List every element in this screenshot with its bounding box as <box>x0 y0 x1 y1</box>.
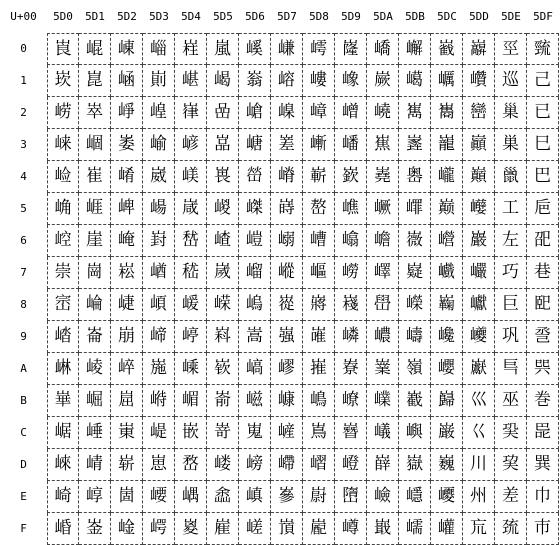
glyph-cell: 嶑 <box>335 65 367 97</box>
glyph-cell: 巭 <box>495 449 527 481</box>
glyph-cell: 巖 <box>463 225 495 257</box>
glyph-cell: 巎 <box>431 481 463 513</box>
glyph-cell: 巀 <box>431 33 463 65</box>
glyph-cell: 巇 <box>431 257 463 289</box>
glyph-cell: 巆 <box>431 225 463 257</box>
glyph-cell: 巶 <box>527 225 559 257</box>
glyph-cell: 崫 <box>111 385 143 417</box>
glyph-cell: 嵍 <box>175 449 207 481</box>
glyph-cell: 嵏 <box>175 513 207 545</box>
glyph-cell: 嶅 <box>303 193 335 225</box>
glyph-cell: 嵞 <box>207 481 239 513</box>
glyph-cell: 崷 <box>143 257 175 289</box>
glyph-cell: 崹 <box>143 321 175 353</box>
glyph-cell: 嵱 <box>271 65 303 97</box>
glyph-cell: 崩 <box>111 321 143 353</box>
glyph-cell: 嵫 <box>239 385 271 417</box>
glyph-cell: 崧 <box>111 257 143 289</box>
glyph-cell: 嶞 <box>335 481 367 513</box>
glyph-cell: 嵦 <box>239 225 271 257</box>
column-header: 5D7 <box>277 10 297 23</box>
glyph-cell: 嶋 <box>303 385 335 417</box>
glyph-cell: 巉 <box>431 321 463 353</box>
glyph-cell: 巕 <box>463 193 495 225</box>
column-header: 5DC <box>437 10 457 23</box>
glyph-cell: 巅 <box>431 193 463 225</box>
glyph-cell: 巿 <box>527 513 559 545</box>
glyph-cell: 嶂 <box>303 97 335 129</box>
glyph-cell: 崔 <box>79 161 111 193</box>
glyph-cell: 崒 <box>79 97 111 129</box>
glyph-cell: 嶪 <box>367 353 399 385</box>
glyph-cell: 崐 <box>79 33 111 65</box>
glyph-cell: 嶿 <box>399 513 431 545</box>
glyph-cell: 崾 <box>143 481 175 513</box>
glyph-cell: 川 <box>463 449 495 481</box>
glyph-cell: 崂 <box>47 97 79 129</box>
glyph-cell: 巺 <box>527 353 559 385</box>
glyph-cell: 巪 <box>495 353 527 385</box>
glyph-cell: 崆 <box>47 225 79 257</box>
glyph-cell: 崈 <box>47 289 79 321</box>
glyph-cell: 崄 <box>47 161 79 193</box>
glyph-cell: 嶆 <box>303 225 335 257</box>
glyph-cell: 嵔 <box>207 161 239 193</box>
glyph-cell: 嵋 <box>175 385 207 417</box>
glyph-cell: 崅 <box>47 193 79 225</box>
glyph-cell: 巛 <box>463 385 495 417</box>
glyph-cell: 嶗 <box>335 257 367 289</box>
row-header: D <box>20 458 27 471</box>
glyph-cell: 崮 <box>111 481 143 513</box>
glyph-cell: 嵥 <box>239 193 271 225</box>
glyph-cell: 巚 <box>463 353 495 385</box>
glyph-cell: 嵨 <box>239 289 271 321</box>
glyph-cell: 嵉 <box>175 321 207 353</box>
glyph-cell: 巋 <box>431 385 463 417</box>
glyph-cell: 崡 <box>111 65 143 97</box>
glyph-cell: 嵶 <box>271 225 303 257</box>
table-corner-label: U+00 <box>10 10 37 23</box>
glyph-cell: 巐 <box>463 33 495 65</box>
glyph-cell: 崛 <box>79 385 111 417</box>
glyph-cell: 巃 <box>431 129 463 161</box>
glyph-cell: 嶬 <box>367 417 399 449</box>
glyph-cell: 嵌 <box>175 417 207 449</box>
glyph-cell: 嶠 <box>367 33 399 65</box>
glyph-cell: 崳 <box>143 129 175 161</box>
glyph-cell: 巔 <box>463 161 495 193</box>
glyph-cell: 嶾 <box>399 481 431 513</box>
column-header: 5D4 <box>181 10 201 23</box>
glyph-cell: 崶 <box>143 225 175 257</box>
glyph-cell: 崃 <box>47 129 79 161</box>
glyph-cell: 巓 <box>463 129 495 161</box>
glyph-cell: 崯 <box>111 513 143 545</box>
glyph-cell: 嵳 <box>271 129 303 161</box>
glyph-cell: 嶽 <box>399 449 431 481</box>
glyph-cell: 嵅 <box>175 193 207 225</box>
glyph-cell: 巜 <box>463 417 495 449</box>
glyph-cell: 嵈 <box>175 289 207 321</box>
glyph-cell: 巴 <box>527 161 559 193</box>
glyph-cell: 嶻 <box>399 385 431 417</box>
glyph-cell: 巍 <box>431 449 463 481</box>
glyph-cell: 崇 <box>47 257 79 289</box>
glyph-cell: 嶸 <box>399 289 431 321</box>
glyph-cell: 工 <box>495 193 527 225</box>
glyph-cell: 嶷 <box>399 257 431 289</box>
glyph-cell: 嶔 <box>335 161 367 193</box>
glyph-cell: 崍 <box>47 449 79 481</box>
glyph-cell: 崏 <box>47 513 79 545</box>
glyph-cell: 崵 <box>143 193 175 225</box>
row-header: 5 <box>20 202 27 215</box>
row-header: 0 <box>20 42 27 55</box>
glyph-cell: 嵘 <box>207 289 239 321</box>
glyph-cell: 嵽 <box>271 449 303 481</box>
glyph-cell: 嵻 <box>271 385 303 417</box>
glyph-cell: 嵡 <box>239 65 271 97</box>
glyph-cell: 崺 <box>143 353 175 385</box>
glyph-cell: 巟 <box>463 513 495 545</box>
glyph-cell: 嵮 <box>239 481 271 513</box>
glyph-cell: 崉 <box>47 321 79 353</box>
glyph-cell: 嶲 <box>399 97 431 129</box>
glyph-cell: 崓 <box>79 129 111 161</box>
glyph-cell: 嵵 <box>271 193 303 225</box>
row-header: F <box>20 522 27 535</box>
glyph-cell: 嶜 <box>335 417 367 449</box>
glyph-cell: 嶁 <box>303 65 335 97</box>
glyph-cell: 嶤 <box>367 161 399 193</box>
glyph-cell: 嶩 <box>367 321 399 353</box>
glyph-cell: 崚 <box>79 353 111 385</box>
glyph-cell: 崴 <box>143 161 175 193</box>
glyph-cell: 嶳 <box>399 129 431 161</box>
glyph-cell: 巌 <box>431 417 463 449</box>
glyph-cell: 崟 <box>79 513 111 545</box>
glyph-cell: 嶓 <box>335 129 367 161</box>
glyph-cell: 嵠 <box>239 33 271 65</box>
row-header: 4 <box>20 170 27 183</box>
glyph-cell: 嶱 <box>399 65 431 97</box>
glyph-cell: 巵 <box>527 193 559 225</box>
glyph-cell: 嵓 <box>207 129 239 161</box>
glyph-cell: 崿 <box>143 513 175 545</box>
glyph-cell: 嶟 <box>335 513 367 545</box>
glyph-cell: 嵁 <box>175 65 207 97</box>
glyph-cell: 嵢 <box>239 97 271 129</box>
glyph-cell: 嶵 <box>399 193 431 225</box>
glyph-cell: 崥 <box>111 193 143 225</box>
column-header: 5D8 <box>309 10 329 23</box>
glyph-cell: 州 <box>463 481 495 513</box>
glyph-cell: 崎 <box>47 481 79 513</box>
glyph-cell: 崲 <box>143 97 175 129</box>
glyph-cell: 巸 <box>527 289 559 321</box>
glyph-cell: 巤 <box>495 161 527 193</box>
glyph-cell: 崠 <box>111 33 143 65</box>
glyph-cell: 嵄 <box>175 161 207 193</box>
glyph-cell: 巰 <box>527 33 559 65</box>
glyph-cell: 巊 <box>431 353 463 385</box>
glyph-cell: 嶰 <box>399 33 431 65</box>
glyph-cell: 嶘 <box>335 289 367 321</box>
glyph-cell: 嵹 <box>271 321 303 353</box>
glyph-cell: 嵚 <box>207 353 239 385</box>
glyph-cell: 崊 <box>47 353 79 385</box>
glyph-cell: 嵊 <box>175 353 207 385</box>
row-header: C <box>20 426 27 439</box>
glyph-cell: 巗 <box>463 257 495 289</box>
glyph-cell: 嵣 <box>239 129 271 161</box>
glyph-cell: 嶶 <box>399 225 431 257</box>
glyph-cell: 嵩 <box>239 321 271 353</box>
row-header: E <box>20 490 27 503</box>
glyph-cell: 嵿 <box>271 513 303 545</box>
glyph-cell: 嵯 <box>239 513 271 545</box>
glyph-cell: 巁 <box>431 65 463 97</box>
column-header: 5D0 <box>53 10 73 23</box>
glyph-cell: 崑 <box>79 65 111 97</box>
glyph-cell: 嶼 <box>399 417 431 449</box>
glyph-cell: 崝 <box>79 449 111 481</box>
glyph-cell: 嶫 <box>367 385 399 417</box>
column-header: 5DA <box>373 10 393 23</box>
glyph-cell: 巡 <box>495 65 527 97</box>
glyph-cell: 崙 <box>79 321 111 353</box>
glyph-cell: 嵭 <box>239 449 271 481</box>
glyph-cell: 巠 <box>495 33 527 65</box>
glyph-cell: 崋 <box>47 385 79 417</box>
glyph-cell: 崕 <box>79 193 111 225</box>
glyph-cell: 崤 <box>111 161 143 193</box>
row-header: A <box>20 362 27 375</box>
glyph-cell: 嶚 <box>335 353 367 385</box>
glyph-cell: 嵀 <box>175 33 207 65</box>
glyph-cell: 嶛 <box>335 385 367 417</box>
glyph-cell: 嶧 <box>367 257 399 289</box>
row-header: 1 <box>20 74 27 87</box>
column-header: 5D5 <box>213 10 233 23</box>
glyph-cell: 嶝 <box>335 449 367 481</box>
glyph-cell: 崁 <box>47 65 79 97</box>
glyph-cell: 嶇 <box>303 257 335 289</box>
glyph-cell: 崪 <box>111 353 143 385</box>
glyph-cell: 嶖 <box>335 225 367 257</box>
glyph-cell: 嵛 <box>207 385 239 417</box>
glyph-cell: 嶈 <box>303 289 335 321</box>
glyph-cell: 嶀 <box>303 33 335 65</box>
glyph-cell: 嵾 <box>271 481 303 513</box>
row-header: B <box>20 394 27 407</box>
glyph-cell: 崭 <box>111 449 143 481</box>
column-header: 5D1 <box>85 10 105 23</box>
glyph-cell: 崀 <box>47 33 79 65</box>
glyph-cell: 嵃 <box>175 129 207 161</box>
glyph-cell: 崗 <box>79 257 111 289</box>
glyph-cell: 嵝 <box>207 449 239 481</box>
glyph-cell: 崬 <box>111 417 143 449</box>
glyph-cell: 崻 <box>143 385 175 417</box>
glyph-cell: 嶉 <box>303 321 335 353</box>
glyph-cell: 嵙 <box>207 321 239 353</box>
glyph-cell: 嵆 <box>175 225 207 257</box>
glyph-cell: 巈 <box>431 289 463 321</box>
glyph-cell: 巏 <box>431 513 463 545</box>
glyph-cell: 嶣 <box>367 129 399 161</box>
glyph-cell: 嵧 <box>239 257 271 289</box>
glyph-cell: 左 <box>495 225 527 257</box>
glyph-cell: 巽 <box>527 449 559 481</box>
glyph-cell: 崰 <box>143 33 175 65</box>
glyph-cell: 嶊 <box>303 353 335 385</box>
glyph-cell: 嵖 <box>207 225 239 257</box>
column-header: 5DE <box>501 10 521 23</box>
glyph-cell: 嶨 <box>367 289 399 321</box>
row-header: 8 <box>20 298 27 311</box>
glyph-cell: 嵺 <box>271 353 303 385</box>
glyph-cell: 崢 <box>111 97 143 129</box>
glyph-cell: 崨 <box>111 289 143 321</box>
glyph-cell: 巨 <box>495 289 527 321</box>
glyph-cell: 巒 <box>463 97 495 129</box>
glyph-cell: 嶏 <box>303 513 335 545</box>
glyph-cell: 嵴 <box>271 161 303 193</box>
glyph-cell: 差 <box>495 481 527 513</box>
glyph-cell: 嶢 <box>367 97 399 129</box>
glyph-cell: 巢 <box>495 97 527 129</box>
glyph-cell: 巑 <box>463 65 495 97</box>
glyph-cell: 嶴 <box>399 161 431 193</box>
glyph-cell: 嶯 <box>367 513 399 545</box>
glyph-cell: 嶎 <box>303 481 335 513</box>
glyph-cell: 嶕 <box>335 193 367 225</box>
glyph-cell: 嵂 <box>175 97 207 129</box>
glyph-cell: 巳 <box>527 129 559 161</box>
glyph-cell: 嵑 <box>207 65 239 97</box>
glyph-cell: 巂 <box>431 97 463 129</box>
glyph-cell: 巬 <box>495 417 527 449</box>
glyph-cell: 已 <box>527 97 559 129</box>
glyph-cell: 崼 <box>143 417 175 449</box>
glyph-cell: 嵎 <box>175 481 207 513</box>
column-header: 5DB <box>405 10 425 23</box>
glyph-cell: 嶦 <box>367 225 399 257</box>
glyph-cell: 巄 <box>431 161 463 193</box>
glyph-cell: 崸 <box>143 289 175 321</box>
glyph-cell: 嶭 <box>367 449 399 481</box>
glyph-cell: 嵲 <box>271 97 303 129</box>
glyph-cell: 崌 <box>47 417 79 449</box>
glyph-cell: 嶃 <box>303 129 335 161</box>
glyph-cell: 嵟 <box>207 513 239 545</box>
glyph-cell: 巯 <box>495 513 527 545</box>
glyph-cell: 嶐 <box>335 33 367 65</box>
row-header: 9 <box>20 330 27 343</box>
glyph-cell: 嵸 <box>271 289 303 321</box>
glyph-cell: 嶌 <box>303 417 335 449</box>
column-header: 5D9 <box>341 10 361 23</box>
glyph-cell: 崣 <box>111 129 143 161</box>
glyph-cell: 巹 <box>527 321 559 353</box>
glyph-cell: 己 <box>527 65 559 97</box>
glyph-cell: 巼 <box>527 417 559 449</box>
glyph-cell: 嶍 <box>303 449 335 481</box>
glyph-cell: 巾 <box>527 481 559 513</box>
glyph-cell: 崖 <box>79 225 111 257</box>
glyph-cell: 巙 <box>463 321 495 353</box>
glyph-cell: 嵕 <box>207 193 239 225</box>
glyph-cell: 崱 <box>143 65 175 97</box>
column-header: 5D3 <box>149 10 169 23</box>
glyph-cell: 嶮 <box>367 481 399 513</box>
glyph-cell: 巧 <box>495 257 527 289</box>
glyph-cell: 嵗 <box>207 257 239 289</box>
column-header: 5D6 <box>245 10 265 23</box>
glyph-cell: 嵒 <box>207 97 239 129</box>
glyph-cell: 崦 <box>111 225 143 257</box>
glyph-cell: 嶹 <box>399 321 431 353</box>
glyph-cell: 嶙 <box>335 321 367 353</box>
row-header: 7 <box>20 266 27 279</box>
column-header: 5D2 <box>117 10 137 23</box>
glyph-cell: 嵐 <box>207 33 239 65</box>
column-header: 5DF <box>533 10 553 23</box>
glyph-cell: 嵤 <box>239 161 271 193</box>
glyph-cell: 嶺 <box>399 353 431 385</box>
row-header: 6 <box>20 234 27 247</box>
row-header: 2 <box>20 106 27 119</box>
glyph-cell: 嶒 <box>335 97 367 129</box>
glyph-cell: 崞 <box>79 481 111 513</box>
glyph-cell: 巫 <box>495 385 527 417</box>
glyph-cell: 嶥 <box>367 193 399 225</box>
glyph-cell: 嵰 <box>271 33 303 65</box>
column-header: 5DD <box>469 10 489 23</box>
glyph-cell: 嵇 <box>175 257 207 289</box>
glyph-cell: 巻 <box>527 385 559 417</box>
glyph-cell: 嵪 <box>239 353 271 385</box>
glyph-cell: 嶄 <box>303 161 335 193</box>
row-header: 3 <box>20 138 27 151</box>
glyph-cell: 巩 <box>495 321 527 353</box>
glyph-cell: 崜 <box>79 417 111 449</box>
glyph-cell: 嵬 <box>239 417 271 449</box>
glyph-cell: 巷 <box>527 257 559 289</box>
glyph-cell: 崽 <box>143 449 175 481</box>
glyph-cell: 嵜 <box>207 417 239 449</box>
glyph-cell: 巣 <box>495 129 527 161</box>
glyph-cell: 崘 <box>79 289 111 321</box>
glyph-cell: 巘 <box>463 289 495 321</box>
glyph-cell: 嵼 <box>271 417 303 449</box>
glyph-cell: 嶡 <box>367 65 399 97</box>
glyph-cell: 嵷 <box>271 257 303 289</box>
